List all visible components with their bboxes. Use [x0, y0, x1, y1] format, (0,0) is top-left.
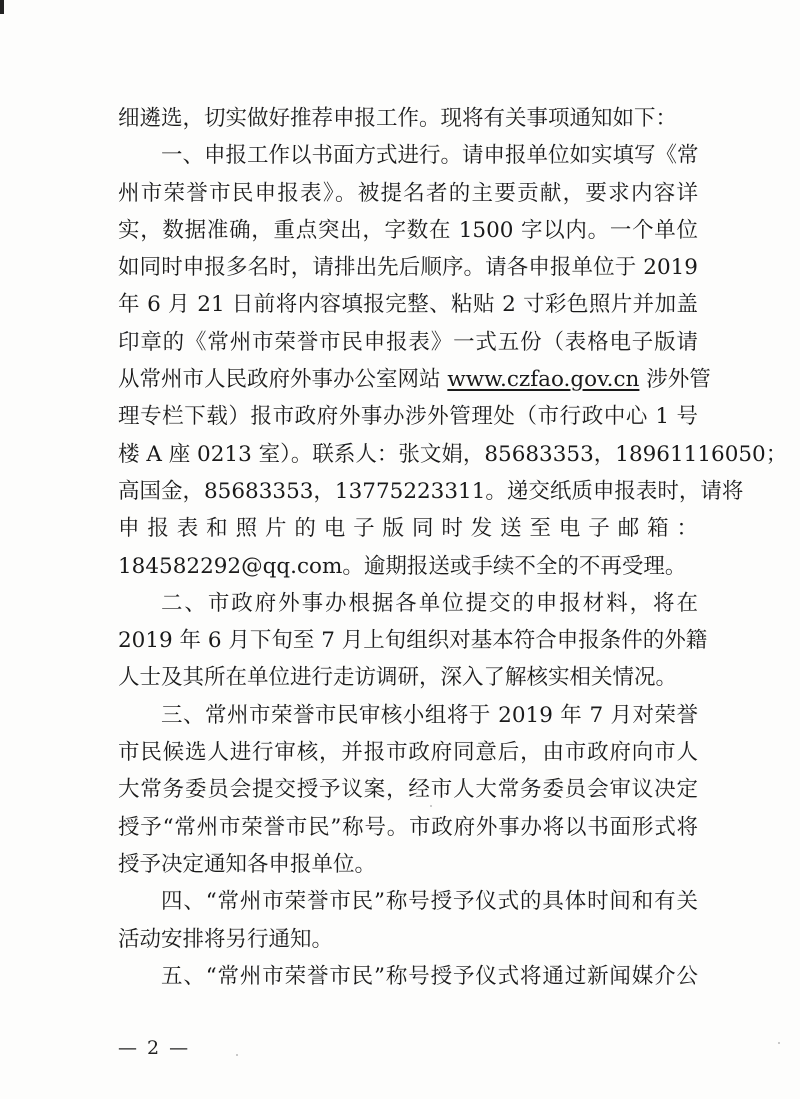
- document-body: [118, 100, 788, 995]
- text-line: 大常务委员会提交授予议案，经市人大常务委员会审议决定: [118, 777, 698, 803]
- page-number: — 2 —: [118, 1037, 191, 1059]
- text-line: 市民候选人进行审核，并报市政府同意后，由市政府向市人: [118, 740, 698, 766]
- text-line: 四、“常州市荣誉市民”称号授予仪式的具体时间和有关: [161, 889, 698, 915]
- text-line: 楼 A 座 0213 室）。联系人：张文娟，85683353，18961116050；: [118, 441, 788, 467]
- paragraph-item-3: [118, 697, 698, 883]
- text-line: 授予决定通知各申报单位。: [118, 851, 377, 877]
- text-line: 年 6 月 21 日前将内容填报完整、粘贴 2 寸彩色照片并加盖: [118, 292, 698, 318]
- scan-speck: [778, 1042, 780, 1044]
- text-line: 授予“常州市荣誉市民”称号。市政府外事办将以书面形式将: [118, 814, 698, 840]
- text-line: 州市荣誉市民申报表》。被提名者的主要贡献，要求内容详: [118, 180, 698, 206]
- text-line: 三、常州市荣誉市民审核小组将于 2019 年 7 月对荣誉: [161, 702, 698, 728]
- paragraph-item-5: [118, 958, 698, 995]
- paragraph-item-4: [118, 883, 698, 958]
- text-line: 印章的《常州市荣誉市民申报表》一式五份（表格电子版请: [118, 329, 698, 355]
- text-line: 申报表和照片的电子版同时发送至电子邮箱：: [118, 516, 698, 542]
- text-line: 五、“常州市荣誉市民”称号授予仪式将通过新闻媒介公: [161, 963, 698, 989]
- text-segment: 从常州市人民政府外事办公室网站: [118, 367, 448, 393]
- text-line: 二、市政府外事办根据各单位提交的申报材料，将在: [161, 590, 698, 616]
- text-line: 如同时申报多名时，请排出先后顺序。请各申报单位于 2019: [118, 255, 698, 281]
- text-line: 细遴选，切实做好推荐申报工作。现将有关事项通知如下：: [118, 106, 678, 131]
- text-line: 实，数据准确，重点突出，字数在 1500 字以内。一个单位: [118, 217, 698, 243]
- text-line: 高国金，85683353，13775223311。递交纸质申报表时，请将: [118, 478, 744, 504]
- text-line-with-link: [118, 361, 711, 398]
- scan-speck: [236, 1054, 238, 1056]
- text-line: 理专栏下载）报市政府外事办涉外管理处（市行政中心 1 号: [118, 404, 698, 430]
- text-segment: 涉外管: [639, 367, 711, 393]
- scan-edge-mark: [0, 0, 4, 14]
- paragraph-item-1: [118, 137, 788, 585]
- text-line: 人士及其所在单位进行走访调研，深入了解核实相关情况。: [118, 665, 678, 691]
- website-link[interactable]: www.czfao.gov.cn: [447, 367, 640, 393]
- text-line: 2019 年 6 月下旬至 7 月上旬组织对基本符合申报条件的外籍: [118, 628, 708, 654]
- scan-speck: [430, 805, 432, 807]
- text-line: 一、申报工作以书面方式进行。请申报单位如实填写《常: [161, 143, 699, 169]
- text-line: 活动安排将另行通知。: [118, 926, 334, 952]
- text-line: 184582292@qq.com。逾期报送或手续不全的不再受理。: [118, 553, 687, 579]
- paragraph-item-2: [118, 585, 708, 697]
